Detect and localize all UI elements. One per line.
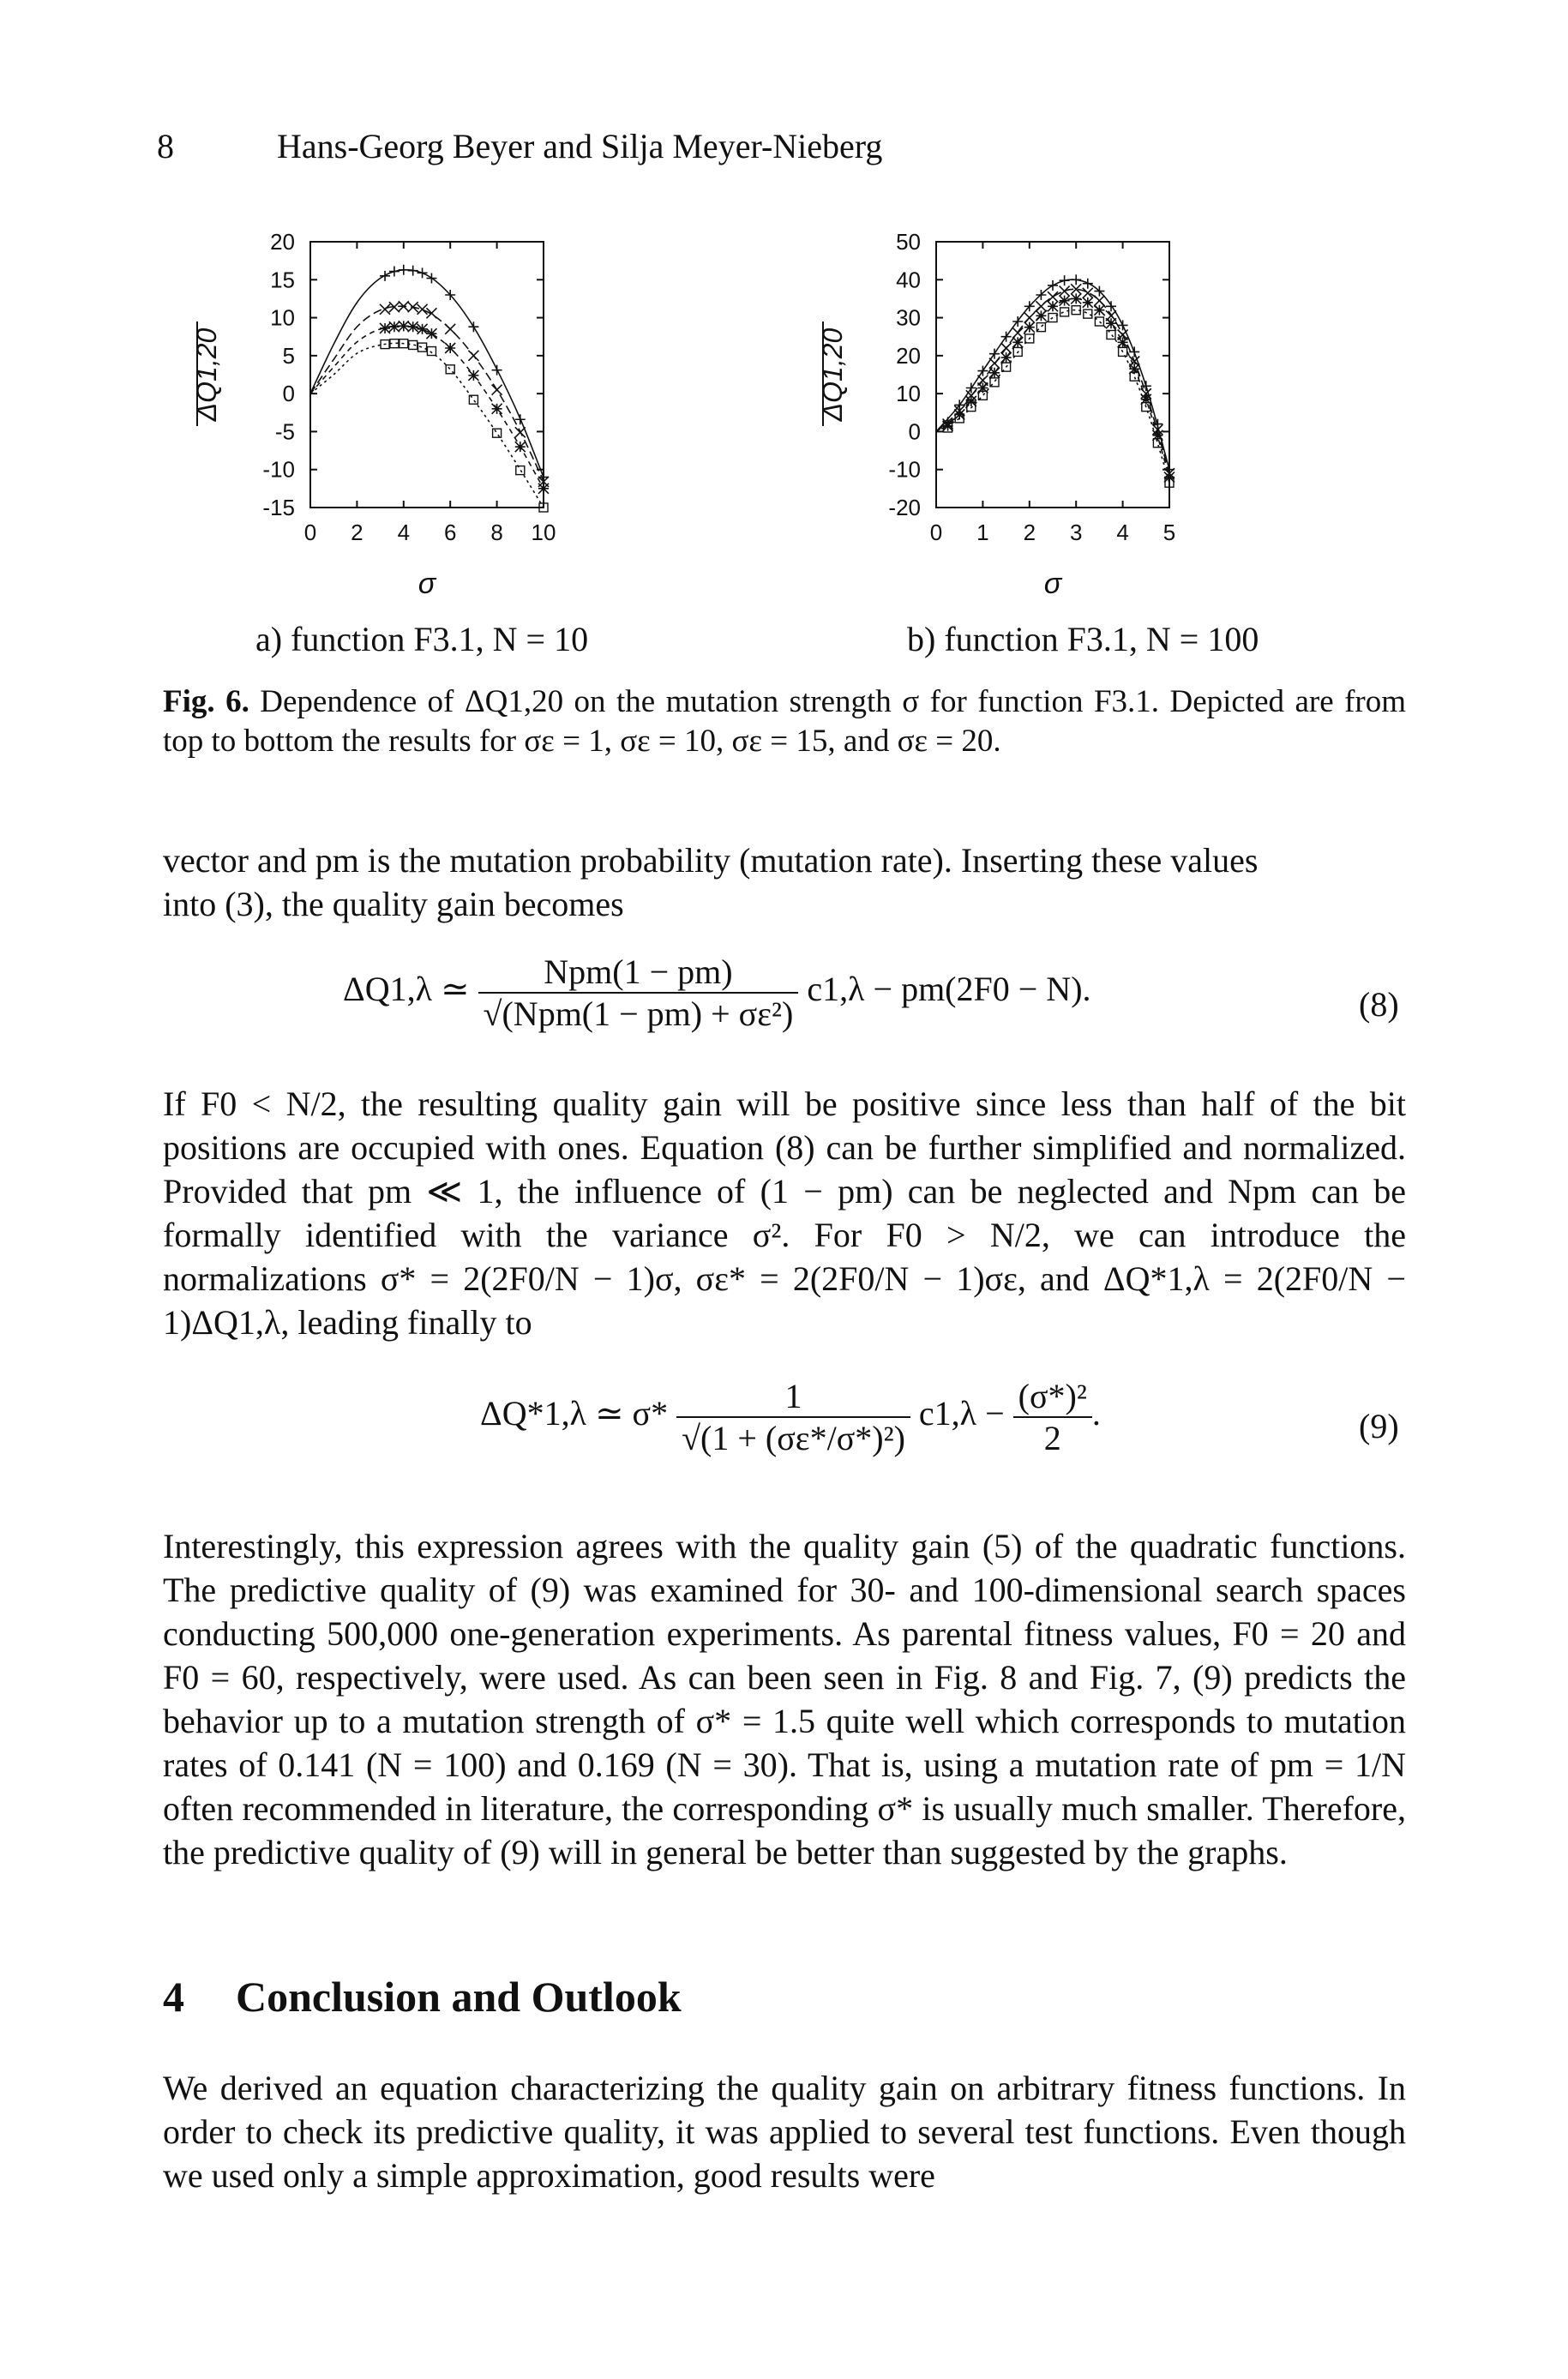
- y-tick-label: 30: [896, 304, 921, 331]
- data-point-cross: [492, 385, 502, 395]
- data-point-cross: [989, 358, 1000, 369]
- data-point-star: [538, 484, 549, 494]
- data-point-square: [1107, 331, 1115, 339]
- data-point-cross: [1094, 296, 1104, 306]
- x-axis-label: σ: [418, 568, 436, 600]
- data-point-cross: [1012, 327, 1023, 338]
- data-point-plus: [989, 349, 1000, 359]
- data-point-plus: [1048, 280, 1058, 291]
- paragraph-3: Interestingly, this expression agrees with the quality gain (5) of the quadratic functions. The predictive quality of (9) was examined for 30- and 100-dimensional search spaces conducting 500,000 one-generation experiments. As parental fitness values, F0 = 20 and F0 = 60, respectively, were used. As can been seen in Fig. 8 and Fig. 7, (9) predicts the behavior up to a mutation strength of σ* = 1.5 quite well which corresponds to mutation rates of 0.141 (N = 100) and 0.169 (N = 30). That is, using a mutation rate of pm = 1/N often recommended in literature, the corresponding σ* is usually much smaller. Therefore, the predictive quality of (9) will in general be better than suggested by the graphs.: [163, 1527, 1406, 1871]
- data-point-square: [427, 347, 436, 356]
- eq9-frac-numerator: (σ*)²: [1013, 1376, 1092, 1418]
- series-line: [310, 270, 544, 478]
- eq9-lhs: ΔQ*1,λ ≃ σ*: [480, 1394, 669, 1433]
- x-tick-label: 10: [531, 520, 556, 545]
- x-tick-label: 0: [303, 520, 317, 545]
- plot-frame: [310, 242, 544, 508]
- x-tick-label: 4: [1116, 520, 1129, 545]
- y-tick-label: -20: [888, 495, 921, 520]
- eq9-denominator: √(1 + (σε*/σ*)²): [682, 1419, 905, 1457]
- data-point-plus: [1060, 275, 1070, 285]
- y-tick-label: -10: [262, 456, 295, 483]
- caption-label: Fig. 6.: [163, 684, 249, 719]
- data-point-plus: [418, 267, 428, 278]
- data-point-cross: [1083, 288, 1093, 298]
- data-point-plus: [399, 265, 409, 275]
- y-tick-label: -5: [274, 418, 295, 445]
- eq9-numerator: 1: [676, 1376, 910, 1418]
- caption-text: Dependence of ΔQ1,20 on the mutation strength σ for function F3.1. Depicted are from top to bottom the results for σε = 1, σε = 10, σε = 15, and σε = 20.: [163, 684, 1407, 759]
- data-point-star: [445, 343, 455, 353]
- data-point-plus: [1001, 332, 1012, 342]
- data-point-square: [1060, 308, 1069, 316]
- data-point-star: [426, 328, 436, 339]
- data-point-star: [418, 324, 428, 334]
- y-tick-label: 40: [896, 267, 921, 293]
- data-point-star: [380, 323, 390, 333]
- x-tick-label: 5: [1162, 520, 1176, 545]
- data-point-star: [1048, 301, 1058, 311]
- data-point-star: [1001, 352, 1012, 363]
- eq8-lhs: ΔQ1,λ ≃: [343, 970, 470, 1009]
- data-point-plus: [389, 267, 400, 277]
- data-point-star: [1036, 310, 1046, 321]
- data-point-plus: [380, 271, 390, 281]
- section-number: 4: [163, 1973, 184, 2021]
- y-tick-label: 10: [896, 381, 921, 407]
- eq8-fraction: [478, 952, 799, 1034]
- header-authors: Hans-Georg Beyer and Silja Meyer-Nieberg: [277, 127, 883, 165]
- eq9-mid: c1,λ −: [918, 1394, 1005, 1433]
- eq8-rhs: c1,λ − pm(2F0 − N).: [807, 970, 1091, 1009]
- y-tick-label: 50: [896, 229, 921, 255]
- page-number: 8: [157, 127, 174, 165]
- paragraph-2: If F0 < N/2, the resulting quality gain will be positive since less than half of the bit positions are occupied with ones. Equation (8) can be further simplified and normalized. Provided that pm ≪ 1, the influence of (1 − pm) can be neglected and Npm can be formally identified with the variance σ². For F0 > N/2, we can introduce the normalizations σ* = 2(2F0/N − 1)σ, σε* = 2(2F0/N − 1)σε, and ΔQ*1,λ = 2(2F0/N − 1)ΔQ1,λ, leading finally to: [163, 1084, 1406, 1342]
- y-tick-label: 0: [908, 418, 921, 445]
- eq8-numerator: Npm(1 − pm): [478, 952, 799, 994]
- data-point-cross: [468, 351, 478, 361]
- x-tick-label: 3: [1069, 520, 1083, 545]
- x-tick-label: 8: [490, 520, 503, 545]
- data-point-star: [1106, 318, 1116, 328]
- data-point-plus: [1083, 279, 1093, 289]
- data-point-plus: [515, 414, 526, 424]
- x-tick-label: 2: [1023, 520, 1036, 545]
- equation-9: [480, 1376, 1101, 1458]
- data-point-star: [1012, 337, 1023, 347]
- chart-a: [180, 225, 772, 610]
- paragraph-1-line-1: vector and pm is the mutation probability (mutation rate). Inserting these values: [163, 841, 1259, 880]
- y-tick-label: 20: [896, 342, 921, 369]
- data-point-cross: [1060, 286, 1070, 297]
- data-point-cross: [408, 302, 418, 312]
- data-point-cross: [1024, 313, 1035, 323]
- data-point-plus: [408, 266, 418, 276]
- subfigure-label-b: b) function F3.1, N = 100: [907, 620, 1259, 658]
- data-point-star: [989, 368, 1000, 378]
- data-point-star: [966, 396, 976, 406]
- equation-9-number: (9): [1359, 1407, 1399, 1445]
- data-point-star: [389, 321, 400, 332]
- data-point-star: [468, 370, 478, 381]
- data-point-star: [1094, 305, 1104, 315]
- eq9-frac-denominator: 2: [1043, 1419, 1061, 1457]
- eq9-end: .: [1091, 1394, 1101, 1433]
- running-header: [157, 126, 882, 166]
- data-point-star: [1071, 293, 1081, 303]
- figure-caption: [163, 682, 1406, 761]
- data-point-plus: [426, 273, 436, 284]
- x-tick-label: 1: [976, 520, 989, 545]
- paragraph-4: We derived an equation characterizing the quality gain on arbitrary fitness functions. In order to check its predictive quality, it was applied to several test functions. Even though we used only a simple approximation, good results were: [163, 2069, 1406, 2195]
- data-point-star: [1060, 296, 1070, 306]
- data-point-star: [408, 321, 418, 332]
- y-axis-label: ΔQ1,20: [191, 327, 222, 422]
- y-tick-label: 5: [282, 342, 295, 369]
- data-point-plus: [468, 321, 478, 332]
- y-tick-label: -15: [262, 495, 295, 520]
- eq8-denominator: √(Npm(1 − pm) + σε²): [483, 994, 794, 1033]
- y-tick-label: 10: [270, 304, 295, 331]
- paragraph-1: [163, 838, 1406, 926]
- data-point-square: [418, 343, 427, 351]
- data-point-cross: [515, 427, 526, 437]
- data-point-cross: [1001, 343, 1012, 353]
- y-tick-label: 0: [282, 381, 295, 407]
- x-tick-label: 0: [929, 520, 943, 545]
- data-point-star: [1024, 322, 1035, 333]
- chart-b: [806, 225, 1397, 610]
- data-point-star: [492, 404, 502, 414]
- y-tick-label: 15: [270, 267, 295, 293]
- y-tick-label: 20: [270, 229, 295, 255]
- data-point-star: [399, 321, 409, 331]
- data-point-cross: [418, 304, 428, 315]
- data-point-cross: [380, 304, 390, 315]
- subfigure-label-a: a) function F3.1, N = 10: [255, 620, 589, 658]
- data-point-plus: [977, 366, 988, 376]
- equation-8-number: (8): [1359, 985, 1399, 1024]
- x-tick-label: 6: [443, 520, 457, 545]
- data-point-cross: [445, 324, 455, 334]
- data-point-star: [1083, 297, 1093, 308]
- eq9-fraction-1: [676, 1376, 910, 1458]
- section-title: Conclusion and Outlook: [236, 1973, 682, 2021]
- eq9-fraction-2: [1013, 1376, 1092, 1458]
- data-point-square: [493, 429, 502, 437]
- x-tick-label: 4: [397, 520, 411, 545]
- data-point-square: [516, 466, 525, 475]
- series-line: [310, 343, 544, 508]
- x-tick-label: 2: [351, 520, 363, 545]
- section-heading: [163, 1972, 682, 2022]
- data-point-cross: [1036, 301, 1046, 311]
- equation-8: [343, 952, 1091, 1034]
- data-point-cross: [426, 308, 436, 318]
- y-axis-label: ΔQ1,20: [817, 327, 848, 422]
- data-point-star: [515, 442, 526, 452]
- data-point-plus: [492, 365, 502, 375]
- data-point-plus: [1071, 274, 1081, 285]
- data-point-square: [1084, 309, 1092, 318]
- data-point-cross: [1048, 291, 1058, 302]
- paragraph-1-line-2: into (3), the quality gain becomes: [163, 885, 624, 923]
- x-axis-label: σ: [1043, 568, 1062, 600]
- y-tick-label: -10: [888, 456, 921, 483]
